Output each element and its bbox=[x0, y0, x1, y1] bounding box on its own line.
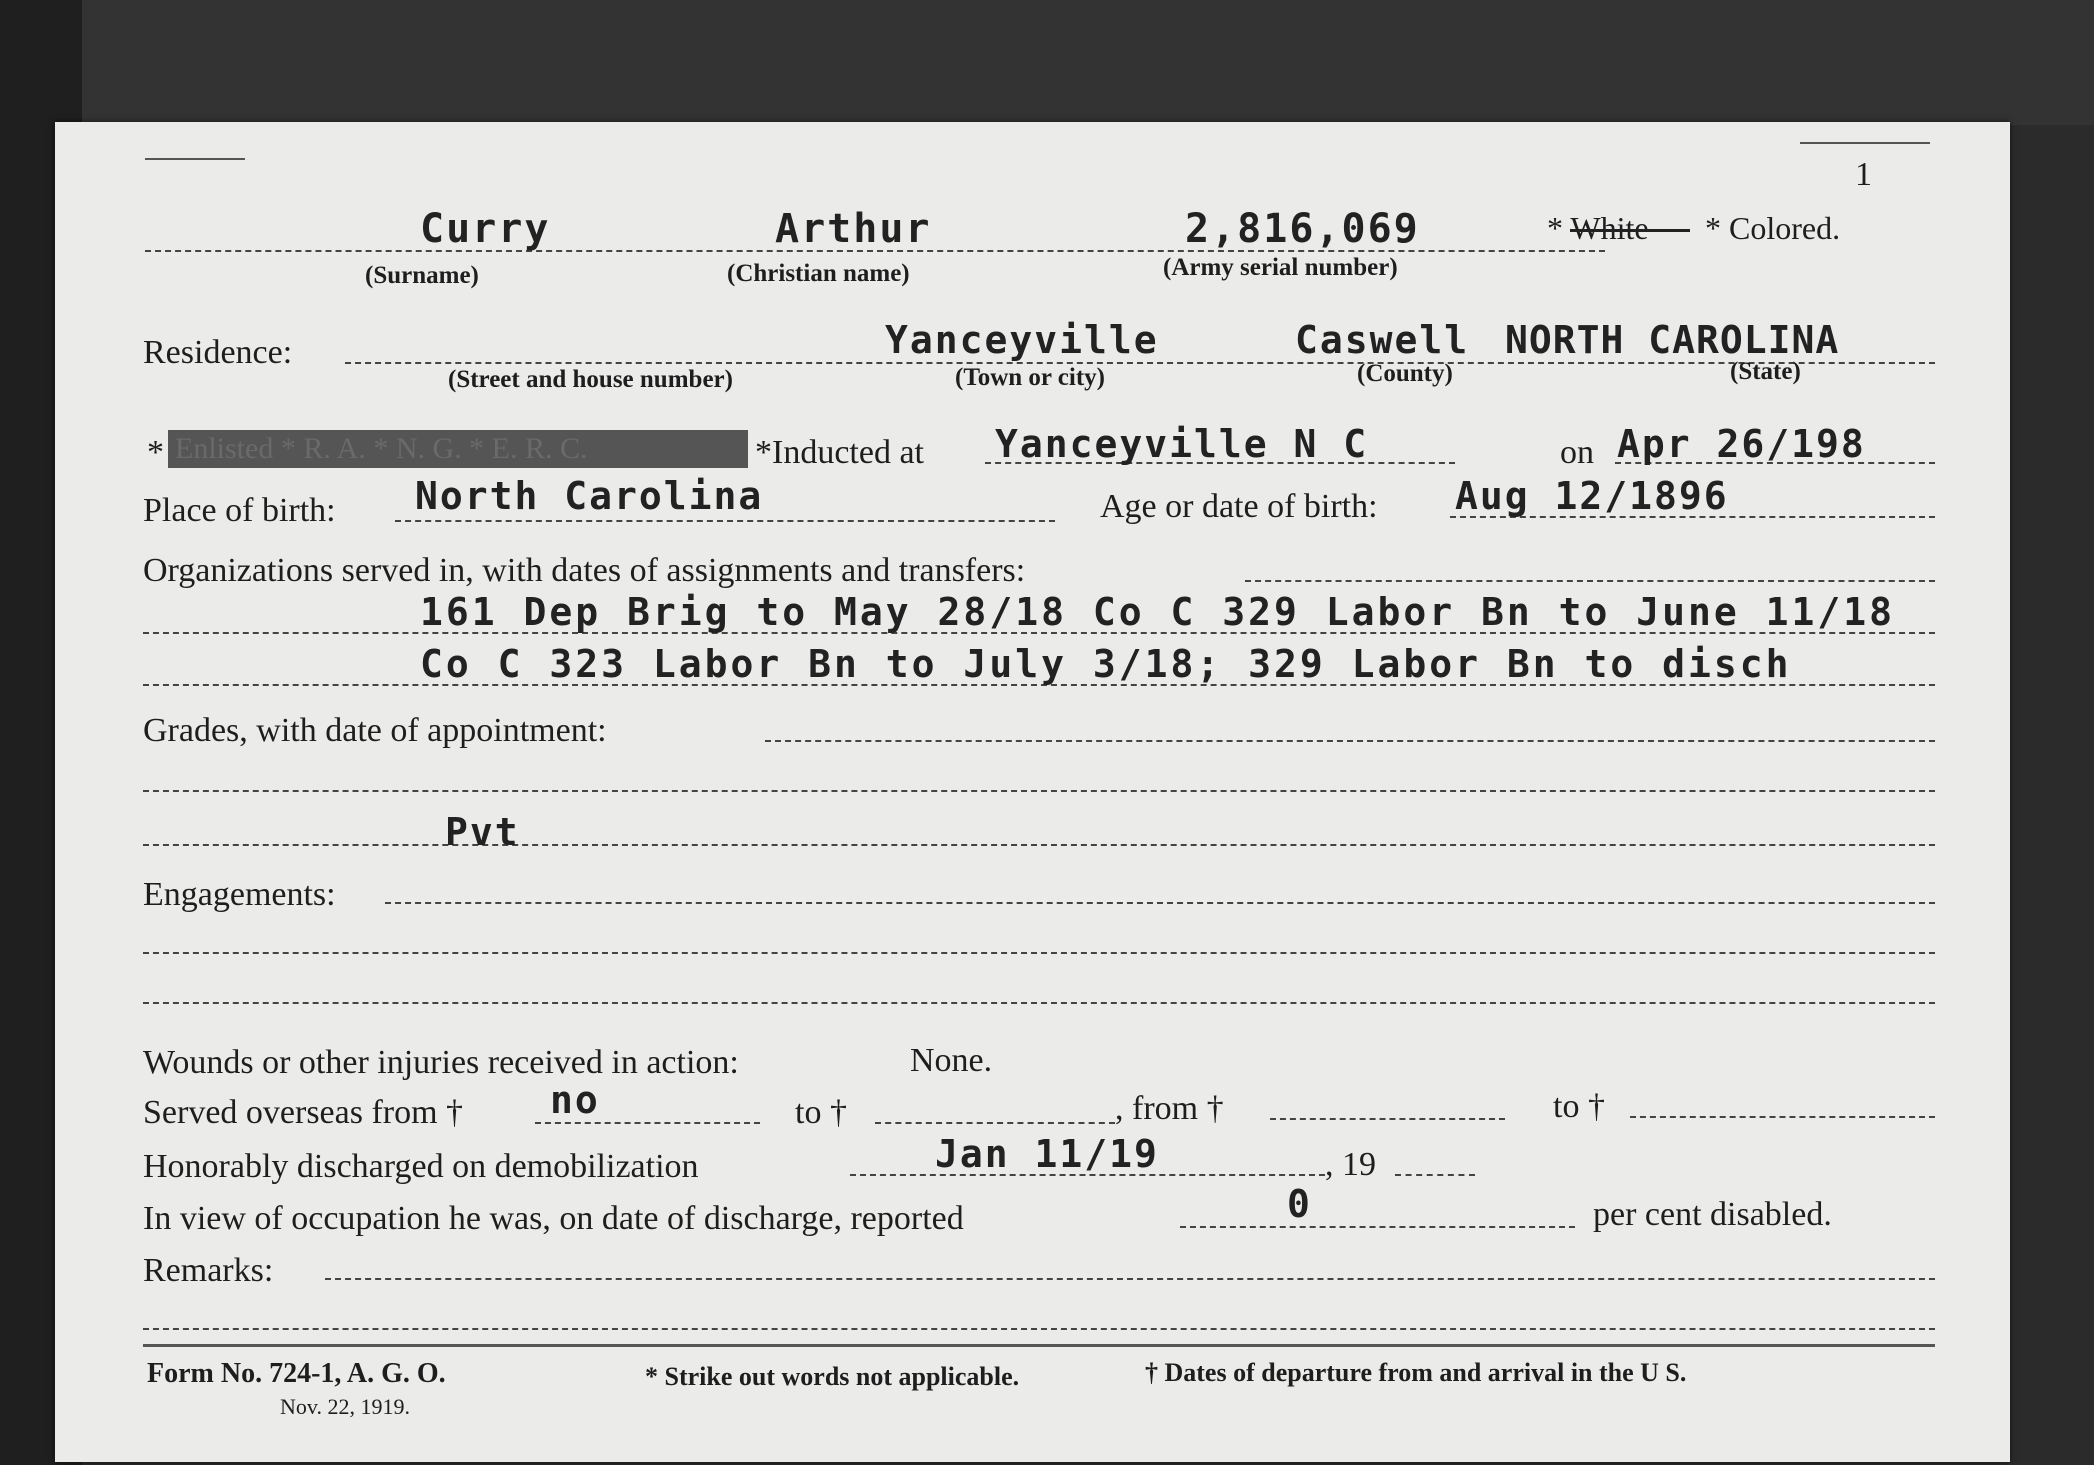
discharge-year-line bbox=[1395, 1174, 1475, 1176]
disability-suffix: per cent disabled. bbox=[1593, 1196, 1832, 1233]
overseas-from2-line bbox=[1270, 1118, 1505, 1120]
discharge-label: Honorably discharged on demobilization bbox=[143, 1148, 699, 1185]
overseas-to-label: to † bbox=[795, 1094, 847, 1131]
birthplace-label: Place of birth: bbox=[143, 492, 336, 529]
inducted-label: *Inducted at bbox=[755, 434, 924, 471]
birthdate-label: Age or date of birth: bbox=[1100, 488, 1378, 525]
disability-line bbox=[1180, 1226, 1575, 1228]
inducted-date: Apr 26/198 bbox=[1617, 422, 1866, 466]
inducted-on-label: on bbox=[1560, 434, 1594, 471]
grades-line-2 bbox=[143, 844, 1935, 846]
remarks-line-1 bbox=[325, 1278, 1935, 1280]
top-left-rule bbox=[145, 158, 245, 160]
residence-state: NORTH CAROLINA bbox=[1505, 318, 1840, 362]
residence-town: Yanceyville bbox=[885, 318, 1159, 362]
form-number: Form No. 724-1, A. G. O. bbox=[147, 1358, 446, 1389]
residence-county: Caswell bbox=[1295, 318, 1470, 362]
disability-value: 0 bbox=[1287, 1182, 1312, 1226]
christian-name-caption: (Christian name) bbox=[727, 260, 910, 287]
organizations-entry-1: 161 Dep Brig to May 28/18 Co C 329 Labor Bn to June 11/18 bbox=[420, 590, 1896, 634]
residence-label: Residence: bbox=[143, 334, 293, 371]
christian-name-value: Arthur bbox=[775, 206, 932, 252]
engagements-line-1 bbox=[143, 952, 1935, 954]
county-caption: (County) bbox=[1357, 360, 1453, 387]
wounds-label: Wounds or other injuries received in action: bbox=[143, 1044, 739, 1081]
overseas-value: no bbox=[550, 1078, 600, 1122]
strike-out-note: * Strike out words not applicable. bbox=[645, 1362, 1020, 1391]
service-record-card bbox=[55, 122, 2010, 1462]
discharge-date: Jan 11/19 bbox=[935, 1132, 1159, 1176]
disability-label: In view of occupation he was, on date of discharge, reported bbox=[143, 1200, 964, 1237]
engagements-line-0 bbox=[385, 902, 1935, 904]
engagements-line-2 bbox=[143, 1002, 1935, 1004]
grade-value: Pvt bbox=[445, 810, 520, 854]
race-white-option: * White bbox=[1547, 210, 1649, 246]
enlisted-options: Enlisted * R. A. * N. G. * E. R. C. bbox=[175, 432, 588, 465]
birthplace-value: North Carolina bbox=[415, 474, 764, 518]
overseas-to-line bbox=[875, 1122, 1115, 1124]
remarks-label: Remarks: bbox=[143, 1252, 274, 1289]
overseas-to2-line bbox=[1630, 1116, 1935, 1118]
grades-line-0 bbox=[765, 740, 1935, 742]
top-right-rule bbox=[1800, 142, 1930, 144]
birthplace-line bbox=[395, 520, 1055, 522]
serial-number-value: 2,816,069 bbox=[1185, 206, 1420, 252]
remarks-line-2 bbox=[143, 1328, 1935, 1330]
serial-number-caption: (Army serial number) bbox=[1163, 254, 1398, 281]
overseas-from-label: Served overseas from † bbox=[143, 1094, 464, 1131]
birthdate-value: Aug 12/1896 bbox=[1455, 474, 1729, 518]
grades-line-1 bbox=[143, 790, 1935, 792]
state-caption: (State) bbox=[1730, 358, 1801, 385]
town-caption: (Town or city) bbox=[955, 364, 1105, 391]
organizations-entry-2: Co C 323 Labor Bn to July 3/18; 329 Labor Bn to disch bbox=[420, 642, 1792, 686]
form-date: Nov. 22, 1919. bbox=[280, 1394, 410, 1419]
discharge-year-label: , 19 bbox=[1325, 1146, 1376, 1183]
race-white-strike bbox=[1570, 229, 1690, 232]
enlisted-star: * bbox=[147, 434, 164, 471]
organizations-label: Organizations served in, with dates of assignments and transfers: bbox=[143, 552, 1026, 589]
inducted-place: Yanceyville N C bbox=[995, 422, 1369, 466]
card-number: 1 bbox=[1855, 156, 1872, 193]
background-top bbox=[0, 0, 2094, 125]
overseas-to2-label: to † bbox=[1553, 1088, 1605, 1125]
overseas-from-line bbox=[535, 1122, 760, 1124]
surname-value: Curry bbox=[420, 206, 551, 252]
street-caption: (Street and house number) bbox=[448, 366, 733, 393]
footer-rule bbox=[143, 1344, 1935, 1347]
organizations-line-0 bbox=[1245, 580, 1935, 582]
wounds-value: None. bbox=[910, 1042, 993, 1079]
engagements-label: Engagements: bbox=[143, 876, 336, 913]
overseas-from2-label: , from † bbox=[1115, 1090, 1224, 1127]
grades-label: Grades, with date of appointment: bbox=[143, 712, 607, 749]
surname-caption: (Surname) bbox=[365, 262, 479, 289]
residence-line bbox=[345, 362, 1935, 364]
race-colored-option: * Colored. bbox=[1705, 210, 1841, 246]
dates-note: † Dates of departure from and arrival in the U S. bbox=[1145, 1358, 1687, 1387]
